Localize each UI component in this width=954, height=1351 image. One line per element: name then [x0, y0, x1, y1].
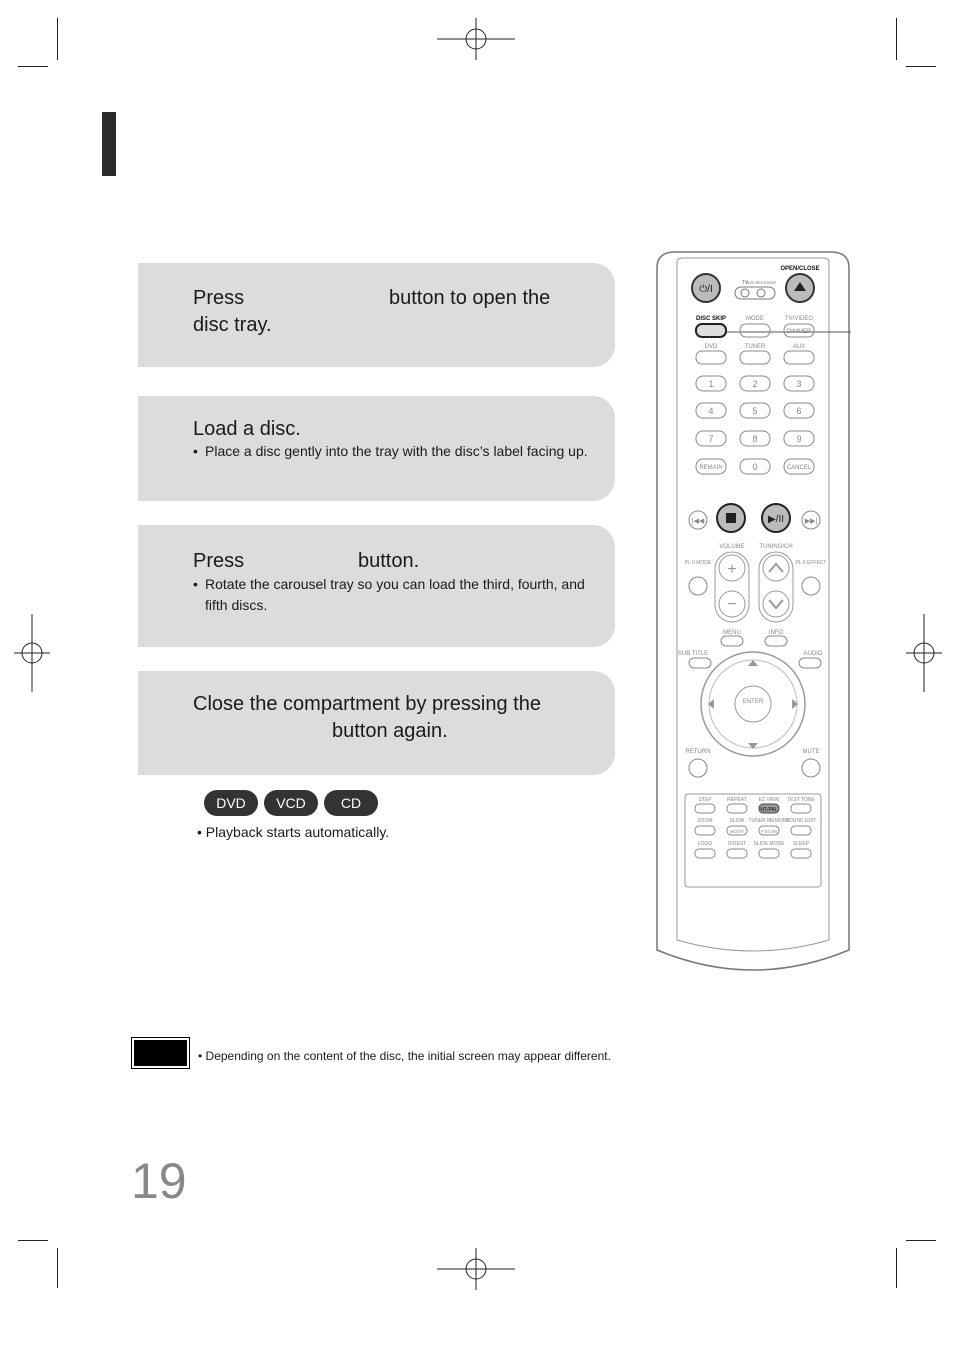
- remote-label-mode: MODE: [746, 316, 764, 322]
- remote-label-pl2-mode: PL II MODE: [684, 560, 712, 566]
- badge-cd: CD: [324, 790, 378, 816]
- step-3-button: button.: [358, 550, 420, 572]
- crop-mark: [57, 1248, 58, 1288]
- crop-mark: [18, 1240, 48, 1241]
- remote-label-tuning: TUNING/CH: [759, 544, 793, 550]
- step-4-text-a: Close the compartment by pressing the: [193, 693, 541, 715]
- section-marker: [102, 112, 116, 176]
- remote-label-tv: TV: [741, 280, 749, 286]
- digit-9: 9: [796, 434, 802, 444]
- digit-5: 5: [752, 406, 758, 416]
- remote-label-p-scan: P.SCAN: [760, 829, 778, 834]
- digit-1: 1: [708, 379, 714, 389]
- registration-mark-icon: [437, 1248, 515, 1290]
- remote-label-tv-video: TV/VIDEO: [784, 316, 814, 322]
- remote-label-repeat: REPEAT: [727, 797, 747, 803]
- digit-8: 8: [752, 434, 758, 444]
- remote-label-digest: DIGEST: [727, 841, 747, 847]
- bullet: •: [198, 1049, 203, 1063]
- digit-4: 4: [708, 406, 714, 416]
- remote-label-tuner: TUNER: [744, 344, 766, 350]
- remote-label-ntsc-pal: NT/PAL: [760, 807, 778, 813]
- step-1-panel: [138, 263, 615, 367]
- svg-text:▶▶|: ▶▶|: [804, 518, 818, 525]
- step-1-press: Press: [193, 287, 245, 309]
- step-3-bullet: [193, 574, 603, 616]
- step-2-title: Load a disc.: [193, 418, 301, 440]
- bullet: •: [193, 576, 198, 592]
- step-2-bullet: [193, 441, 603, 462]
- remote-label-audio: AUDIO: [803, 651, 823, 657]
- crop-mark: [18, 66, 48, 67]
- svg-text:−: −: [727, 596, 737, 613]
- registration-mark-icon: [14, 614, 50, 692]
- remote-label-tuner-memory: TUNER MEMORY: [748, 818, 790, 824]
- svg-text:+: +: [727, 561, 737, 578]
- remote-label-cancel: CANCEL: [786, 465, 812, 471]
- digit-0: 0: [752, 462, 758, 472]
- remote-label-slide-mode: SLIDE MODE: [753, 841, 785, 847]
- remote-label-ez-view: EZ VIEW: [758, 797, 780, 803]
- playback-note-text: Playback starts automatically.: [205, 824, 390, 840]
- remote-label-mute: MUTE: [802, 749, 820, 755]
- remote-label-dvd-receiver: DVD RECEIVER: [745, 280, 777, 285]
- note-label-box: [131, 1037, 190, 1069]
- digit-2: 2: [752, 379, 758, 389]
- registration-mark-icon: [437, 18, 515, 60]
- remote-label-logo: LOGO: [697, 841, 713, 847]
- remote-label-remain: REMAIN: [699, 465, 723, 471]
- svg-text:⏻/I: ⏻/I: [699, 284, 713, 295]
- registration-mark-icon: [906, 614, 942, 692]
- remote-label-menu: MENU: [723, 630, 741, 636]
- badge-dvd: DVD: [204, 790, 258, 816]
- digit-3: 3: [796, 379, 802, 389]
- svg-text:|◀◀: |◀◀: [691, 518, 705, 525]
- step-1-tail: button to open the: [389, 287, 551, 309]
- remote-control-illustration: [655, 250, 851, 980]
- crop-mark: [57, 18, 58, 60]
- step-1-text-b: disc tray.: [193, 314, 272, 336]
- step-1-text-a: [193, 285, 551, 312]
- crop-mark: [896, 18, 897, 60]
- bullet: •: [193, 443, 198, 459]
- step-4-panel: [138, 671, 615, 775]
- playback-note: [197, 824, 389, 840]
- crop-mark: [906, 66, 936, 67]
- crop-mark: [896, 1248, 897, 1288]
- remote-label-pl2-effect: PL II EFFECT: [795, 560, 827, 566]
- bullet: •: [197, 824, 202, 840]
- remote-label-return: RETURN: [685, 749, 711, 755]
- svg-text:▶/II: ▶/II: [767, 514, 785, 525]
- remote-label-info: INFO: [768, 630, 784, 636]
- remote-label-zoom: ZOOM: [697, 818, 713, 824]
- note-text: [198, 1049, 611, 1063]
- remote-label-mo-st: MO/ST: [729, 829, 745, 834]
- digit-7: 7: [708, 434, 714, 444]
- badge-vcd: VCD: [264, 790, 318, 816]
- digit-6: 6: [796, 406, 802, 416]
- remote-label-sleep: SLEEP: [792, 841, 810, 847]
- step-2-panel: [138, 396, 615, 501]
- remote-label-step: STEP: [698, 797, 712, 803]
- remote-label-slow: SLOW: [729, 818, 745, 824]
- page-number: 19: [131, 1153, 187, 1209]
- step-3-press: Press: [193, 550, 245, 572]
- remote-label-enter: ENTER: [742, 699, 764, 705]
- disc-skip-button: [696, 324, 726, 337]
- step-4-text-b: button again.: [332, 720, 448, 742]
- remote-label-dvd: DVD: [704, 344, 718, 350]
- note-text-body: Depending on the content of the disc, the initial screen may appear different.: [205, 1049, 611, 1063]
- remote-label-aux: AUX: [792, 344, 806, 350]
- remote-label-open-close: OPEN/CLOSE: [780, 266, 820, 272]
- remote-label-subtitle: SUB TITLE: [677, 651, 709, 657]
- step-2-sub: Place a disc gently into the tray with the disc’s label facing up.: [205, 443, 588, 459]
- remote-label-volume: VOLUME: [719, 544, 745, 550]
- step-3-sub: Rotate the carousel tray so you can load the third, fourth, and fifth discs.: [205, 576, 585, 613]
- step-3-title: [193, 548, 420, 575]
- remote-label-dimmer: DIMMER: [786, 329, 812, 335]
- step-3-panel: [138, 525, 615, 647]
- crop-mark: [906, 1240, 936, 1241]
- remote-label-disc-skip: DISC SKIP: [695, 316, 727, 322]
- remote-label-sound-edit: SOUND EDIT: [785, 818, 817, 824]
- remote-label-test-tone: TEST TONE: [787, 797, 815, 803]
